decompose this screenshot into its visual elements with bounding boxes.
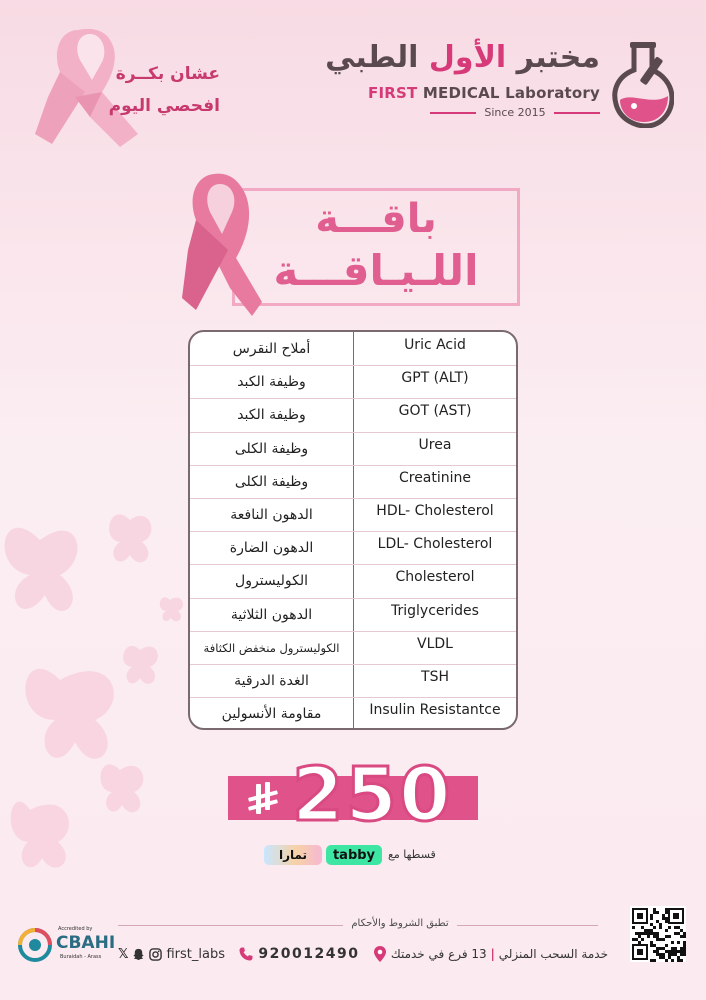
- phone-group: [238, 946, 359, 962]
- qr-module: [653, 911, 656, 914]
- home-service-label: خدمة السحب المنزلي: [498, 947, 608, 961]
- qr-module: [674, 926, 677, 929]
- qr-module: [673, 913, 679, 919]
- brand-name-english: [368, 84, 600, 102]
- qr-module: [671, 959, 674, 962]
- test-name-arabic: الدهون الثلاثية: [230, 606, 313, 623]
- qr-module: [668, 935, 671, 938]
- qr-module: [659, 938, 662, 941]
- qr-module: [638, 935, 641, 938]
- test-name-arabic: الكوليسترول: [235, 573, 308, 590]
- cbahi-location: Buraidah - Arass: [60, 954, 102, 960]
- qr-module: [677, 956, 680, 959]
- test-name-arabic: وظيفة الكبد: [237, 407, 306, 424]
- test-name-arabic: أملاح النقرس: [232, 340, 311, 357]
- qr-module: [644, 932, 647, 935]
- qr-module: [647, 935, 650, 938]
- table-row: [190, 664, 516, 697]
- qr-module: [653, 944, 656, 947]
- x-twitter-icon[interactable]: 𝕏: [118, 946, 129, 962]
- qr-module: [677, 950, 680, 953]
- qr-module: [653, 959, 656, 962]
- qr-module: [683, 932, 686, 935]
- social-handle[interactable]: first_labs: [166, 946, 225, 962]
- qr-module: [680, 929, 683, 932]
- qr-module: [641, 932, 644, 935]
- qr-module: [674, 932, 677, 935]
- package-title-line-1: باقـــة: [315, 196, 437, 242]
- qr-module: [656, 950, 659, 953]
- qr-module: [659, 947, 662, 950]
- qr-module: [683, 944, 686, 947]
- test-name-english: LDL- Cholesterol: [353, 532, 516, 564]
- qr-module: [644, 929, 647, 932]
- qr-module: [659, 953, 662, 956]
- qr-module: [668, 953, 671, 956]
- service-group: [373, 945, 608, 963]
- qr-module: [632, 926, 635, 929]
- tests-table: [188, 330, 518, 730]
- snapchat-icon[interactable]: [132, 948, 145, 961]
- qr-module: [653, 935, 656, 938]
- table-row: [190, 498, 516, 531]
- qr-module: [653, 932, 656, 935]
- price-value: 250: [292, 752, 453, 838]
- slogan-line-2: افحصي اليوم: [108, 96, 220, 116]
- qr-module: [650, 914, 653, 917]
- since-text: Since 2015: [484, 106, 546, 119]
- test-name-english: Insulin Resistantce: [353, 698, 516, 730]
- qr-module: [677, 959, 680, 962]
- qr-module: [638, 932, 641, 935]
- accredited-by-label: Accredited by: [58, 926, 93, 932]
- table-row: [190, 365, 516, 398]
- cbahi-name: CBAHI: [56, 933, 116, 953]
- table-row: [190, 332, 516, 365]
- qr-module: [668, 950, 671, 953]
- test-name-english: HDL- Cholesterol: [353, 499, 516, 531]
- test-name-english: TSH: [353, 665, 516, 697]
- qr-module: [653, 926, 656, 929]
- qr-module: [674, 950, 677, 953]
- table-row: [190, 398, 516, 431]
- qr-module: [650, 944, 653, 947]
- brand-ar-part2: الطبي: [325, 40, 429, 75]
- qr-module: [662, 938, 665, 941]
- qr-module: [647, 929, 650, 932]
- divider: [554, 112, 600, 114]
- installments-label: قسطها مع: [388, 848, 436, 861]
- qr-module: [656, 920, 659, 923]
- qr-module: [665, 911, 668, 914]
- brand-en-highlight: FIRST: [368, 84, 418, 102]
- qr-module: [659, 923, 662, 926]
- test-name-arabic: الكوليسترول منخفض الكثافة: [203, 640, 340, 655]
- brand-ar-part1: مختبر: [506, 40, 600, 75]
- qr-module: [671, 950, 674, 953]
- qr-module: [683, 935, 686, 938]
- qr-module: [656, 947, 659, 950]
- qr-module: [671, 947, 674, 950]
- package-title-line-2: اللـيـاقـــة: [273, 246, 479, 295]
- qr-module: [650, 917, 653, 920]
- qr-module: [656, 935, 659, 938]
- qr-module: [656, 953, 659, 956]
- table-row: [190, 465, 516, 498]
- qr-module: [637, 949, 643, 955]
- brand-since: [430, 106, 600, 119]
- qr-module: [680, 959, 683, 962]
- qr-module: [680, 947, 683, 950]
- table-row: [190, 631, 516, 664]
- table-row: [190, 598, 516, 631]
- qr-module: [680, 953, 683, 956]
- slogan-line-1: عشان بكــرة: [115, 64, 220, 84]
- terms-label: تطبق الشروط والأحكام: [343, 918, 456, 929]
- qr-module: [656, 938, 659, 941]
- qr-module: [665, 908, 668, 911]
- cbahi-logo-icon: [18, 928, 52, 962]
- qr-module: [665, 944, 668, 947]
- brand-ar-highlight: الأول: [428, 40, 507, 75]
- test-name-english: GOT (AST): [353, 399, 516, 431]
- brand-en-rest: MEDICAL Laboratory: [417, 84, 600, 102]
- test-name-english: Urea: [353, 433, 516, 465]
- qr-module: [656, 932, 659, 935]
- riyal-currency-icon: [244, 780, 282, 818]
- qr-module: [680, 950, 683, 953]
- qr-module: [677, 941, 680, 944]
- qr-module: [662, 956, 665, 959]
- qr-module: [665, 917, 668, 920]
- qr-module: [683, 947, 686, 950]
- test-name-arabic: مقاومة الأنسولين: [221, 706, 322, 723]
- qr-module: [635, 932, 638, 935]
- qr-module: [653, 908, 656, 911]
- qr-module: [665, 959, 668, 962]
- qr-module: [653, 950, 656, 953]
- test-name-english: GPT (ALT): [353, 366, 516, 398]
- location-pin-icon: [373, 945, 387, 963]
- qr-module: [662, 914, 665, 917]
- qr-module: [671, 953, 674, 956]
- qr-module: [674, 947, 677, 950]
- tamara-logo: تمارا: [264, 845, 322, 865]
- qr-module: [662, 947, 665, 950]
- phone-number[interactable]: 920012490: [258, 946, 360, 962]
- qr-module: [650, 959, 653, 962]
- footer-contacts: [118, 942, 608, 966]
- qr-module: [683, 941, 686, 944]
- test-name-arabic: الدهون الضارة: [229, 540, 314, 557]
- qr-module: [683, 950, 686, 953]
- qr-module: [665, 935, 668, 938]
- qr-module: [637, 913, 643, 919]
- divider: [430, 112, 476, 114]
- qr-module: [665, 920, 668, 923]
- qr-module: [665, 929, 668, 932]
- test-name-english: Cholesterol: [353, 565, 516, 597]
- qr-module: [650, 929, 653, 932]
- qr-module: [656, 911, 659, 914]
- table-row: [190, 531, 516, 564]
- qr-module: [674, 953, 677, 956]
- butterflies-decoration: [0, 480, 200, 900]
- qr-module: [650, 941, 653, 944]
- qr-code[interactable]: [630, 906, 686, 962]
- test-name-arabic: الدهون النافعة: [230, 507, 313, 524]
- lab-flask-logo-icon: [612, 40, 674, 128]
- pink-ribbon-icon: [180, 170, 262, 320]
- qr-module: [668, 956, 671, 959]
- qr-module: [668, 926, 671, 929]
- test-name-arabic: وظيفة الكلى: [234, 473, 309, 490]
- qr-module: [683, 953, 686, 956]
- instagram-icon[interactable]: [149, 948, 162, 961]
- table-row: [190, 697, 516, 730]
- qr-module: [662, 953, 665, 956]
- qr-module: [638, 941, 641, 944]
- tabby-logo: tabby: [326, 845, 382, 865]
- qr-module: [662, 917, 665, 920]
- qr-module: [659, 956, 662, 959]
- test-name-arabic: الغدة الدرقية: [234, 673, 309, 690]
- service-text: [391, 947, 608, 961]
- qr-module: [641, 938, 644, 941]
- phone-icon: [238, 946, 254, 962]
- qr-module: [635, 938, 638, 941]
- terms-text: [240, 918, 560, 929]
- qr-module: [647, 932, 650, 935]
- branches-label: 13 فرع في خدمتك: [390, 947, 487, 961]
- qr-module: [632, 938, 635, 941]
- test-name-english: Uric Acid: [353, 332, 516, 365]
- test-name-arabic: وظيفة الكبد: [237, 374, 306, 391]
- pink-ribbon-icon: [30, 22, 150, 152]
- brand-name-arabic: [325, 40, 600, 75]
- qr-module: [641, 926, 644, 929]
- qr-module: [665, 950, 668, 953]
- qr-module: [677, 932, 680, 935]
- social-group: [118, 947, 225, 962]
- qr-module: [650, 932, 653, 935]
- test-name-english: Triglycerides: [353, 599, 516, 631]
- qr-module: [671, 941, 674, 944]
- table-row: [190, 564, 516, 597]
- qr-module: [677, 926, 680, 929]
- cbahi-accreditation: [18, 926, 118, 966]
- qr-module: [680, 935, 683, 938]
- test-name-english: VLDL: [353, 632, 516, 664]
- separator: |: [490, 947, 495, 961]
- qr-module: [650, 923, 653, 926]
- table-row: [190, 432, 516, 465]
- test-name-english: Creatinine: [353, 466, 516, 498]
- test-name-arabic: وظيفة الكلى: [234, 440, 309, 457]
- qr-module: [659, 926, 662, 929]
